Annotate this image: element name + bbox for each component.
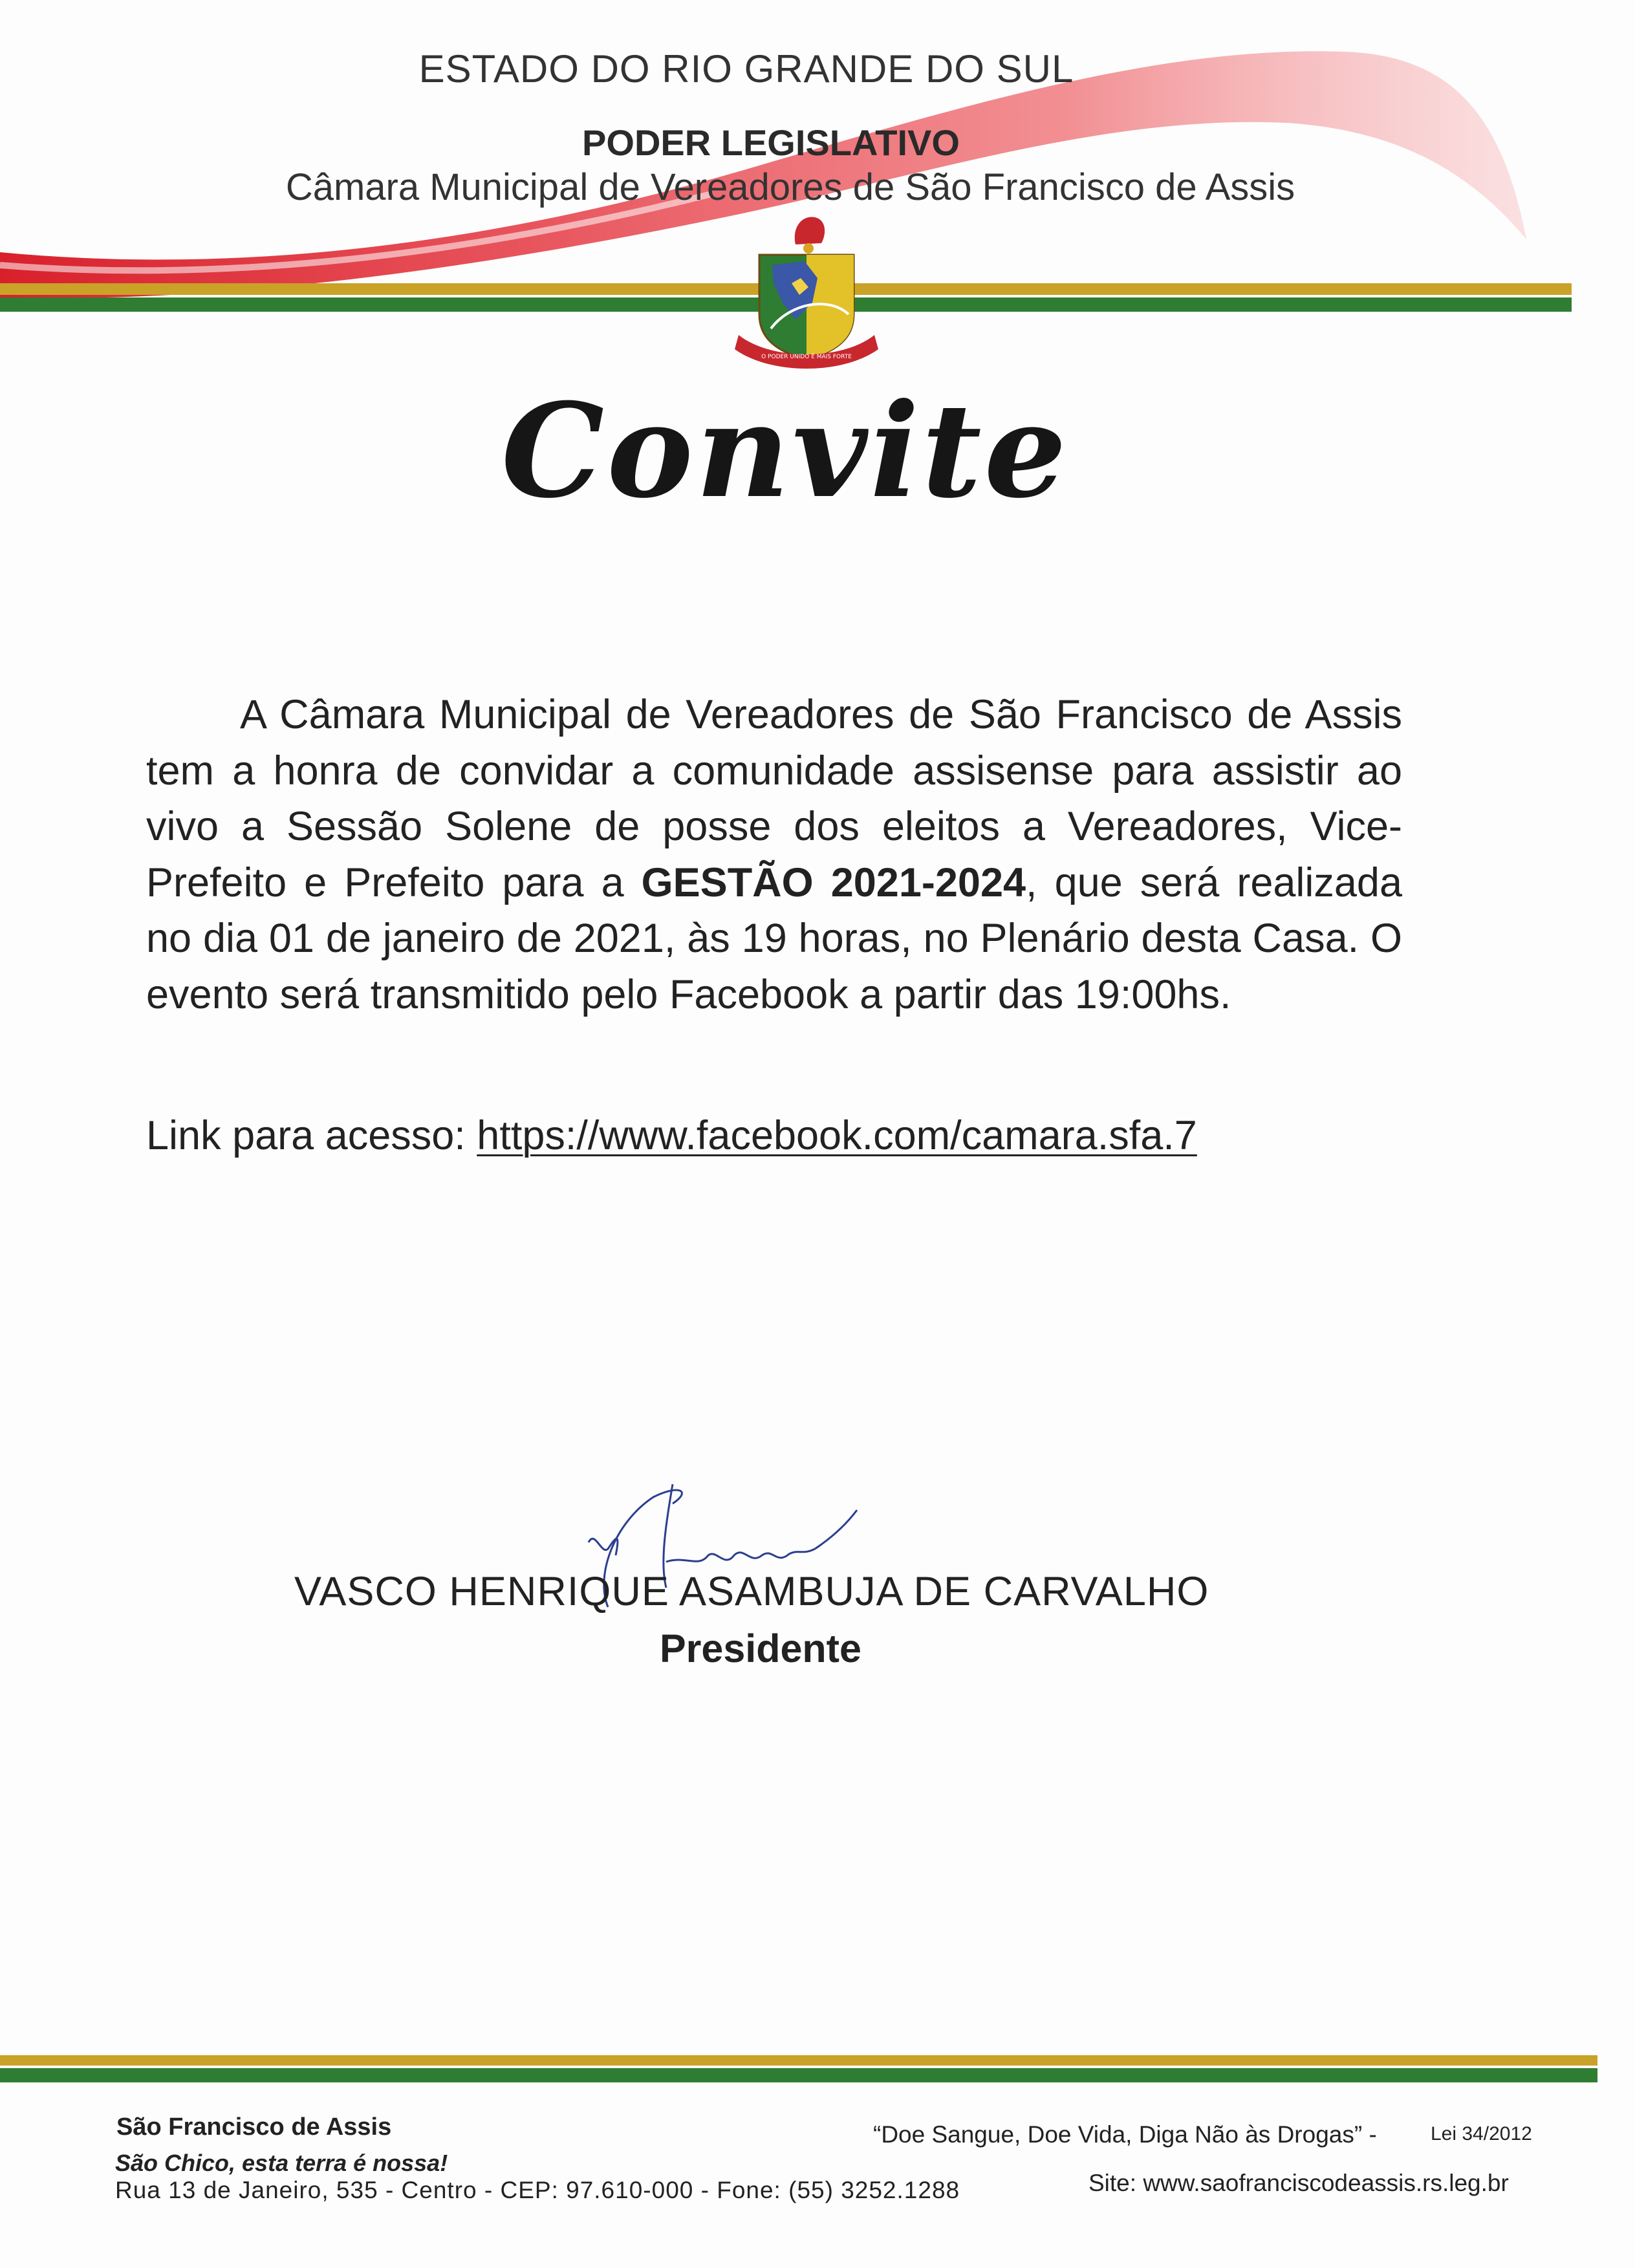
footer-city: São Francisco de Assis [116, 2113, 392, 2141]
footer-law-reference: Lei 34/2012 [1431, 2123, 1532, 2144]
signer-name: VASCO HENRIQUE ASAMBUJA DE CARVALHO [294, 1569, 1209, 1614]
invitation-body [146, 687, 1402, 1022]
footer-slogan: “Doe Sangue, Doe Vida, Diga Não às Drogas” - [873, 2121, 1377, 2148]
footer-motto: São Chico, esta terra é nossa! [115, 2150, 448, 2176]
access-link-line [146, 1112, 1197, 1159]
body-bold-term: GESTÃO 2021-2024 [641, 859, 1026, 905]
municipal-coat-of-arms-icon [732, 206, 881, 375]
footer-address: Rua 13 de Janeiro, 535 - Centro - CEP: 97.610-000 - Fone: (55) 3252.1288 [115, 2177, 960, 2203]
chamber-heading: Câmara Municipal de Vereadores de São Francisco de Assis [285, 166, 1295, 208]
footer-divider-stripes [0, 2053, 1597, 2091]
body-text-part-1: A Câmara Municipal de Vereadores de São Francisco de Assis tem a honra de convidar a comunidade assisense para assistir ao vivo a Sessão Solene de posse dos eleitos a Vereadores, Vice-Prefeito e Prefeito para a [146, 692, 1402, 905]
invitation-title: Convite [501, 375, 1069, 527]
access-link-label: Link para acesso: [146, 1113, 477, 1158]
branch-heading: PODER LEGISLATIVO [582, 122, 960, 163]
state-heading: ESTADO DO RIO GRANDE DO SUL [418, 47, 1074, 91]
facebook-link[interactable]: https://www.facebook.com/camara.sfa.7 [477, 1113, 1197, 1158]
body-text-part-2: , que será realizada no dia 01 de janeiro de 2021, às 19 horas, no Plenário desta Casa. O evento será transmitido pelo Facebook a partir das 19:00hs. [146, 859, 1402, 1017]
footer-website: Site: www.saofranciscodeassis.rs.leg.br [1088, 2170, 1509, 2196]
svg-text:O PODER UNIDO É MAIS FORTE: O PODER UNIDO É MAIS FORTE [761, 354, 852, 360]
signer-role: Presidente [660, 1626, 861, 1670]
